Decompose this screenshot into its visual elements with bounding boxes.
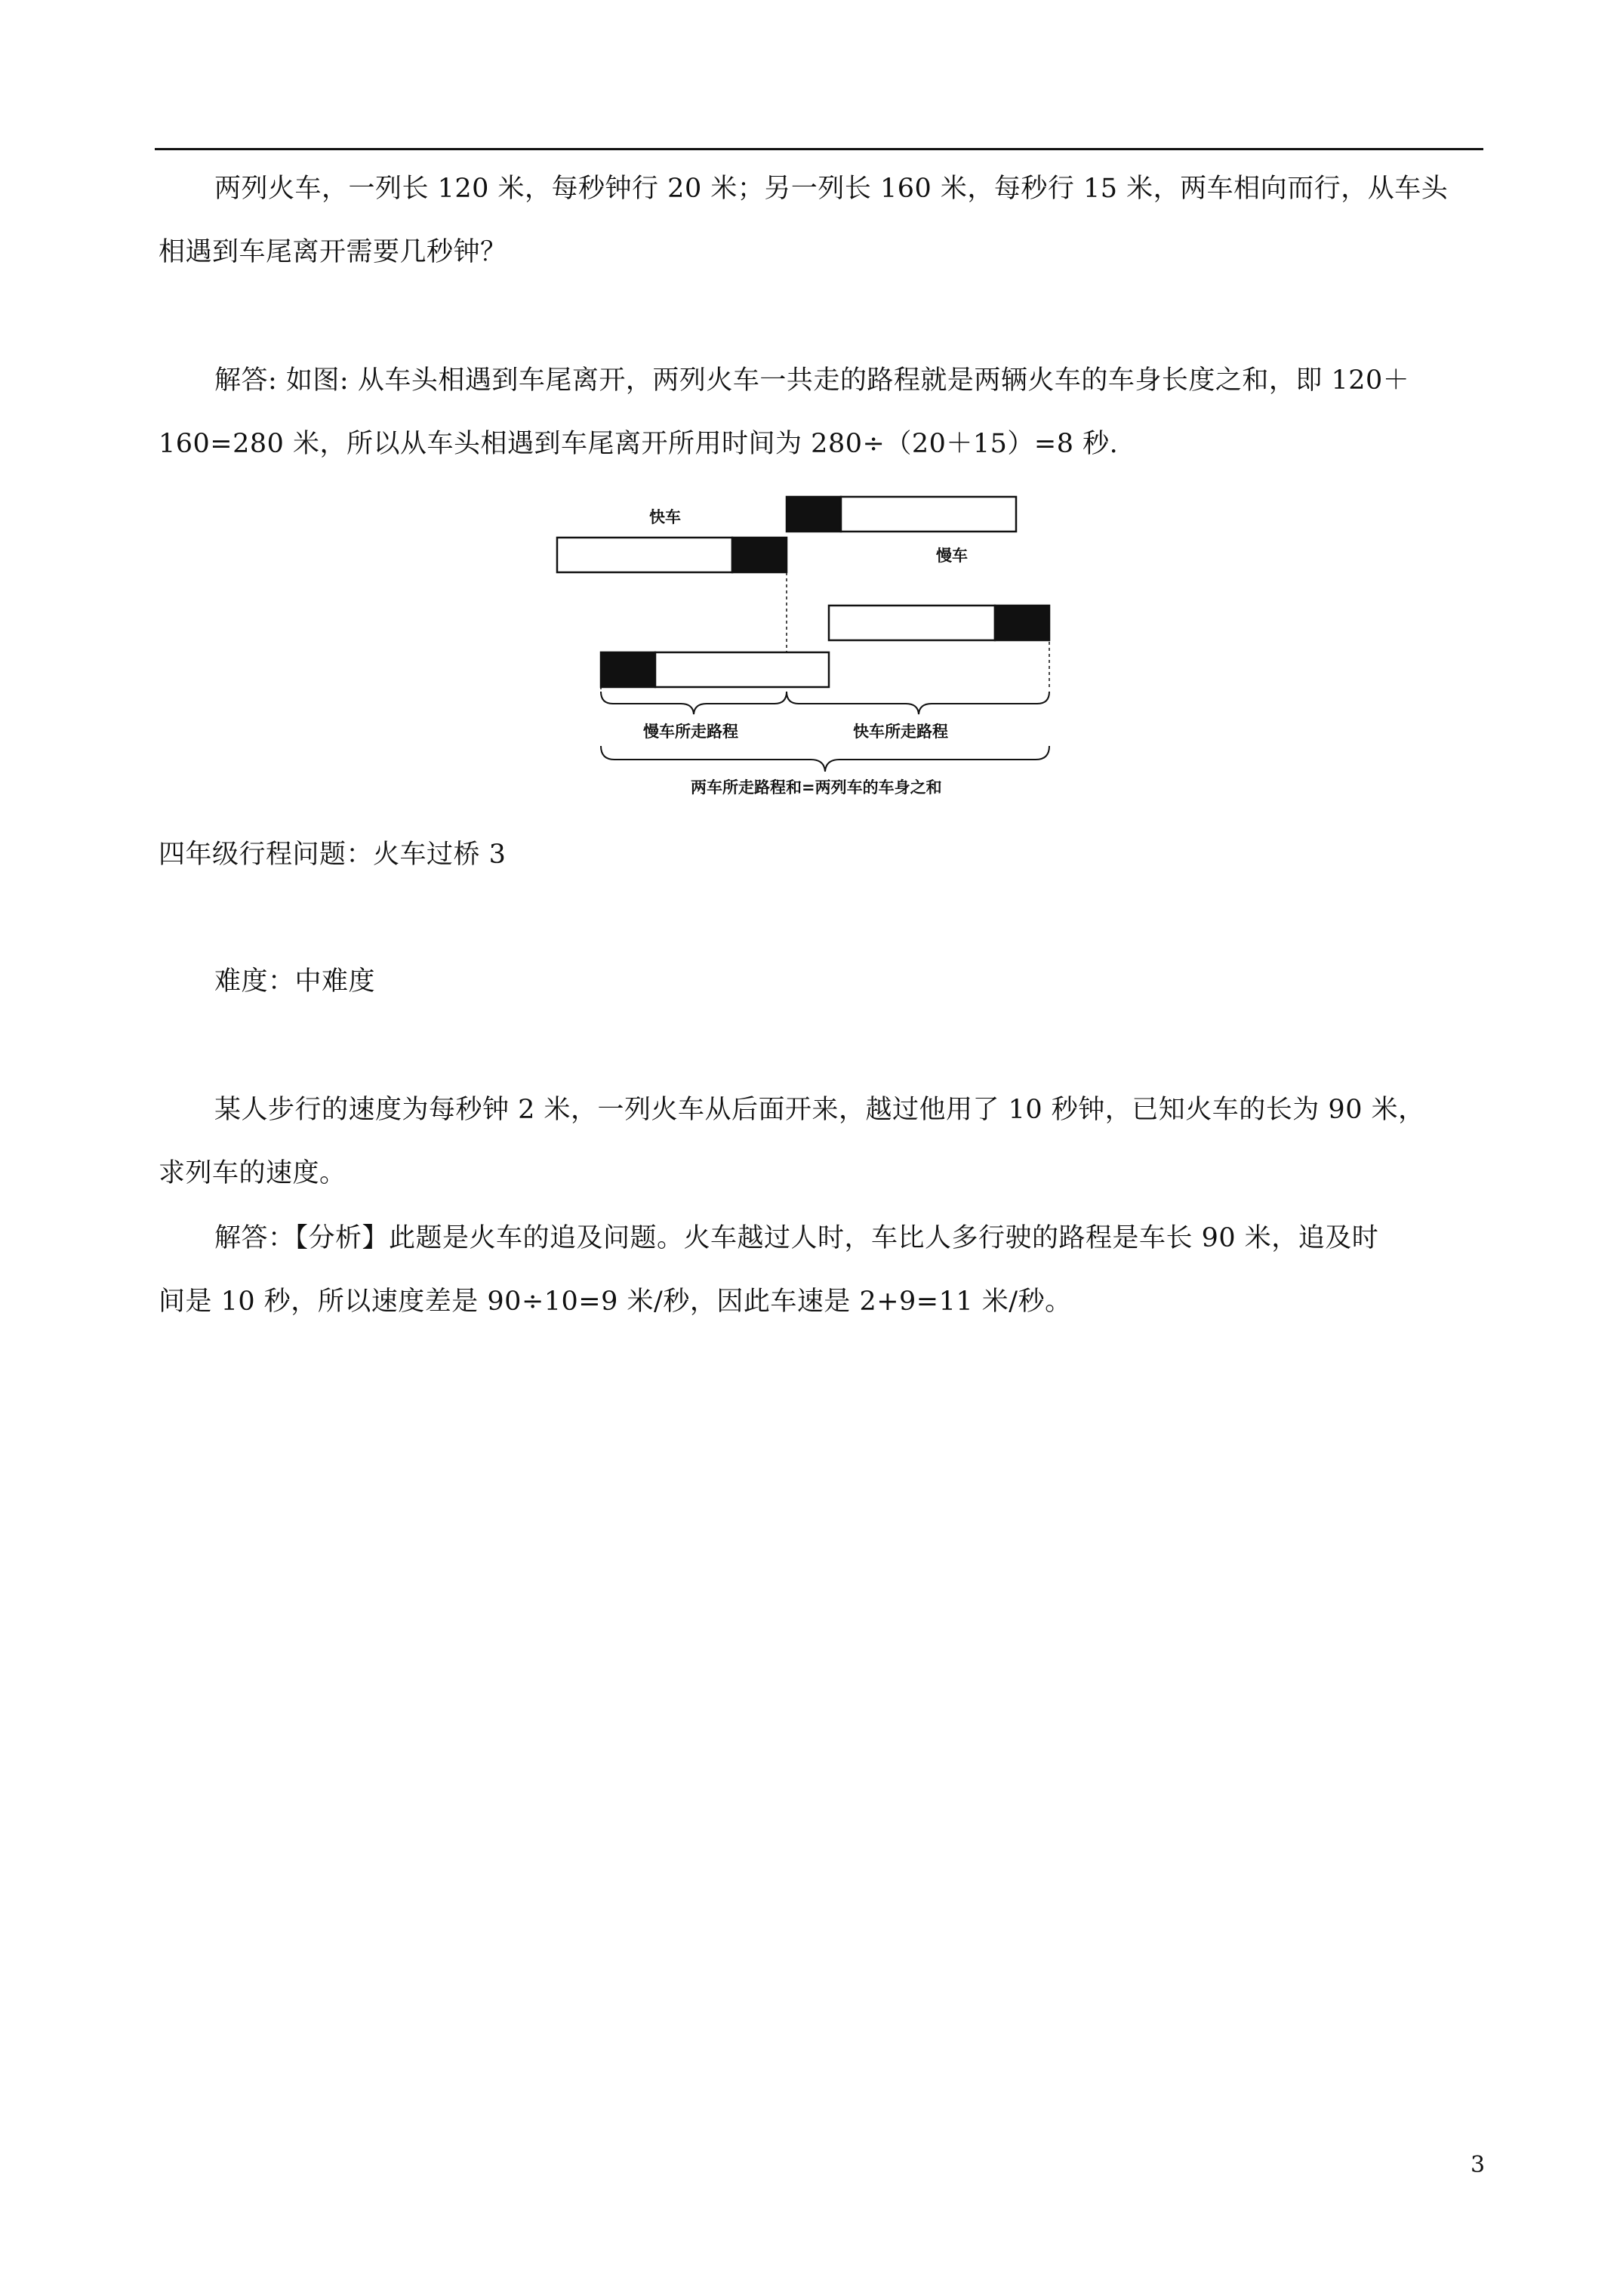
fast-train-label: 快车 — [649, 508, 681, 526]
problem2-line1: 某人步行的速度为每秒钟 2 米，一列火车从后面开来，越过他用了 10 秒钟，已知火车的长为 90 米， — [214, 1095, 1425, 1125]
total-distance-brace — [601, 746, 1049, 772]
fast-distance-label: 快车所走路程 — [853, 723, 948, 741]
answer1-line2: 160=280 米，所以从车头相遇到车尾离开所用时间为 280÷（20＋15）=8 秒. — [159, 429, 1119, 459]
fast-train-body-bottom — [829, 606, 995, 640]
slow-train-head-top — [787, 497, 841, 532]
slow-train-head-bottom — [601, 652, 655, 687]
slow-train-body-top — [841, 497, 1016, 532]
slow-train-body-bottom — [655, 652, 829, 687]
fast-train-head-top — [732, 538, 787, 572]
section-title: 四年级行程问题：火车过桥 3 — [159, 840, 507, 870]
fast-train-body-top — [557, 538, 732, 572]
answer2-line2: 间是 10 秒，所以速度差是 90÷10=9 米/秒，因此车速是 2+9=11 米/秒。 — [159, 1287, 1072, 1317]
slow-train-label: 慢车 — [936, 547, 968, 565]
difficulty-label: 难度：中难度 — [214, 966, 376, 997]
problem2-line2: 求列车的速度。 — [159, 1158, 346, 1188]
header-rule — [155, 148, 1483, 150]
answer1-line1: 解答: 如图: 从车头相遇到车尾离开，两列火车一共走的路程就是两辆火车的车身长度之和，即 120＋ — [214, 365, 1410, 396]
total-distance-label: 两车所走路程和=两列车的车身之和 — [691, 778, 942, 797]
problem1-line2: 相遇到车尾离开需要几秒钟？ — [159, 237, 507, 267]
problem1-line1: 两列火车，一列长 120 米，每秒钟行 20 米；另一列长 160 米，每秒行 15 米，两车相向而行，从车头 — [214, 174, 1449, 204]
answer2-line1: 解答：【分析】此题是火车的追及问题。火车越过人时，车比人多行驶的路程是车长 90 米，追及时 — [214, 1223, 1379, 1253]
fast-train-head-bottom — [995, 606, 1049, 640]
slow-distance-label: 慢车所走路程 — [643, 723, 738, 741]
slow-distance-brace — [601, 692, 787, 714]
fast-distance-brace — [787, 692, 1049, 714]
page-number: 3 — [1471, 2152, 1486, 2178]
train-meeting-diagram — [551, 491, 1064, 808]
